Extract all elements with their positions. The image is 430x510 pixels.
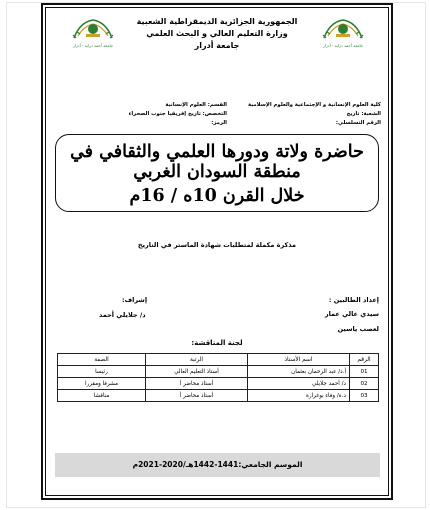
department-line: القسم: العلوم الإنسانية — [165, 102, 227, 108]
header-name: اسم الأستاذ — [248, 354, 350, 366]
row-name: د.ة/ وفاء بوغرارة — [248, 390, 350, 402]
thesis-subtitle: مذكرة مكملة لمتطلبات شهادة الماستر في التاريخ — [137, 241, 297, 249]
row-rank: أستاذ محاضر أ — [146, 378, 248, 390]
serial-number-line: الرقم التسلسلي: — [335, 120, 381, 126]
row-role: مشرفا ومقررا — [58, 378, 146, 390]
code-line: الرمز: — [211, 120, 227, 126]
ministry-name: وزارة التعليم العالي و البحث العلمي — [146, 29, 288, 38]
committee-label: لجنة المناقشة: — [191, 339, 243, 347]
row-name: أ.د/ عبد الرحمان بعثمان — [248, 366, 350, 378]
row-name: د/ أحمد جلايلي — [248, 378, 350, 390]
row-rank: أستاذ التعليم العالي — [146, 366, 248, 378]
table-row — [58, 366, 379, 378]
academic-year-banner: الموسم الجامعي:1441-1442هـ/2020-2021م — [55, 453, 380, 477]
student-name: سيدي عالي عمار — [324, 310, 379, 318]
table-header-row — [58, 354, 379, 366]
branch-line: الشعبة: تاريخ — [346, 111, 381, 117]
thesis-title-line1: حاضرة ولاتة ودورها العلمي والثقافي في منطقة السودان الغربي — [70, 142, 364, 182]
row-number: 01 — [350, 366, 379, 378]
supervisor-name: د/ جلايلي أحمد — [99, 311, 146, 319]
faculty-info — [211, 101, 381, 128]
department-info — [97, 101, 227, 128]
supervisor-label: إشراف: — [122, 296, 148, 304]
specialty-line: التخصص: تاريخ إفريقيا جنوب الصحراء — [128, 111, 227, 117]
student-name: لعصب ياسين — [337, 325, 379, 333]
header-role: الصفة — [58, 354, 146, 366]
row-number: 03 — [350, 390, 379, 402]
university-name: جامعة أدرار — [194, 41, 240, 50]
faculty-line: كلية العلوم الإنسانية و الإجتماعية والعلوم الإسلامية — [248, 102, 381, 108]
row-role: مناقشا — [58, 390, 146, 402]
document-page — [47, 8, 387, 496]
republic-name: الجمهورية الجزائرية الديمقراطية الشعبية — [136, 17, 298, 26]
logo-caption: جامعة أحمد دراية - أدرار — [322, 43, 364, 48]
header-rank: الرتبة — [146, 354, 248, 366]
thesis-title-box — [55, 134, 379, 212]
row-role: رئيسا — [58, 366, 146, 378]
table-row — [58, 390, 379, 402]
header-number: الرقم — [350, 354, 379, 366]
logo-caption: جامعة أحمد دراية - أدرار — [72, 43, 114, 48]
row-number: 02 — [350, 378, 379, 390]
committee-table — [57, 353, 379, 402]
table-row — [58, 378, 379, 390]
row-rank: أستاذ محاضر أ — [146, 390, 248, 402]
thesis-title-line2: خلال القرن 10ه / 16م — [129, 186, 305, 206]
students-label: إعداد الطالبين : — [328, 296, 379, 304]
